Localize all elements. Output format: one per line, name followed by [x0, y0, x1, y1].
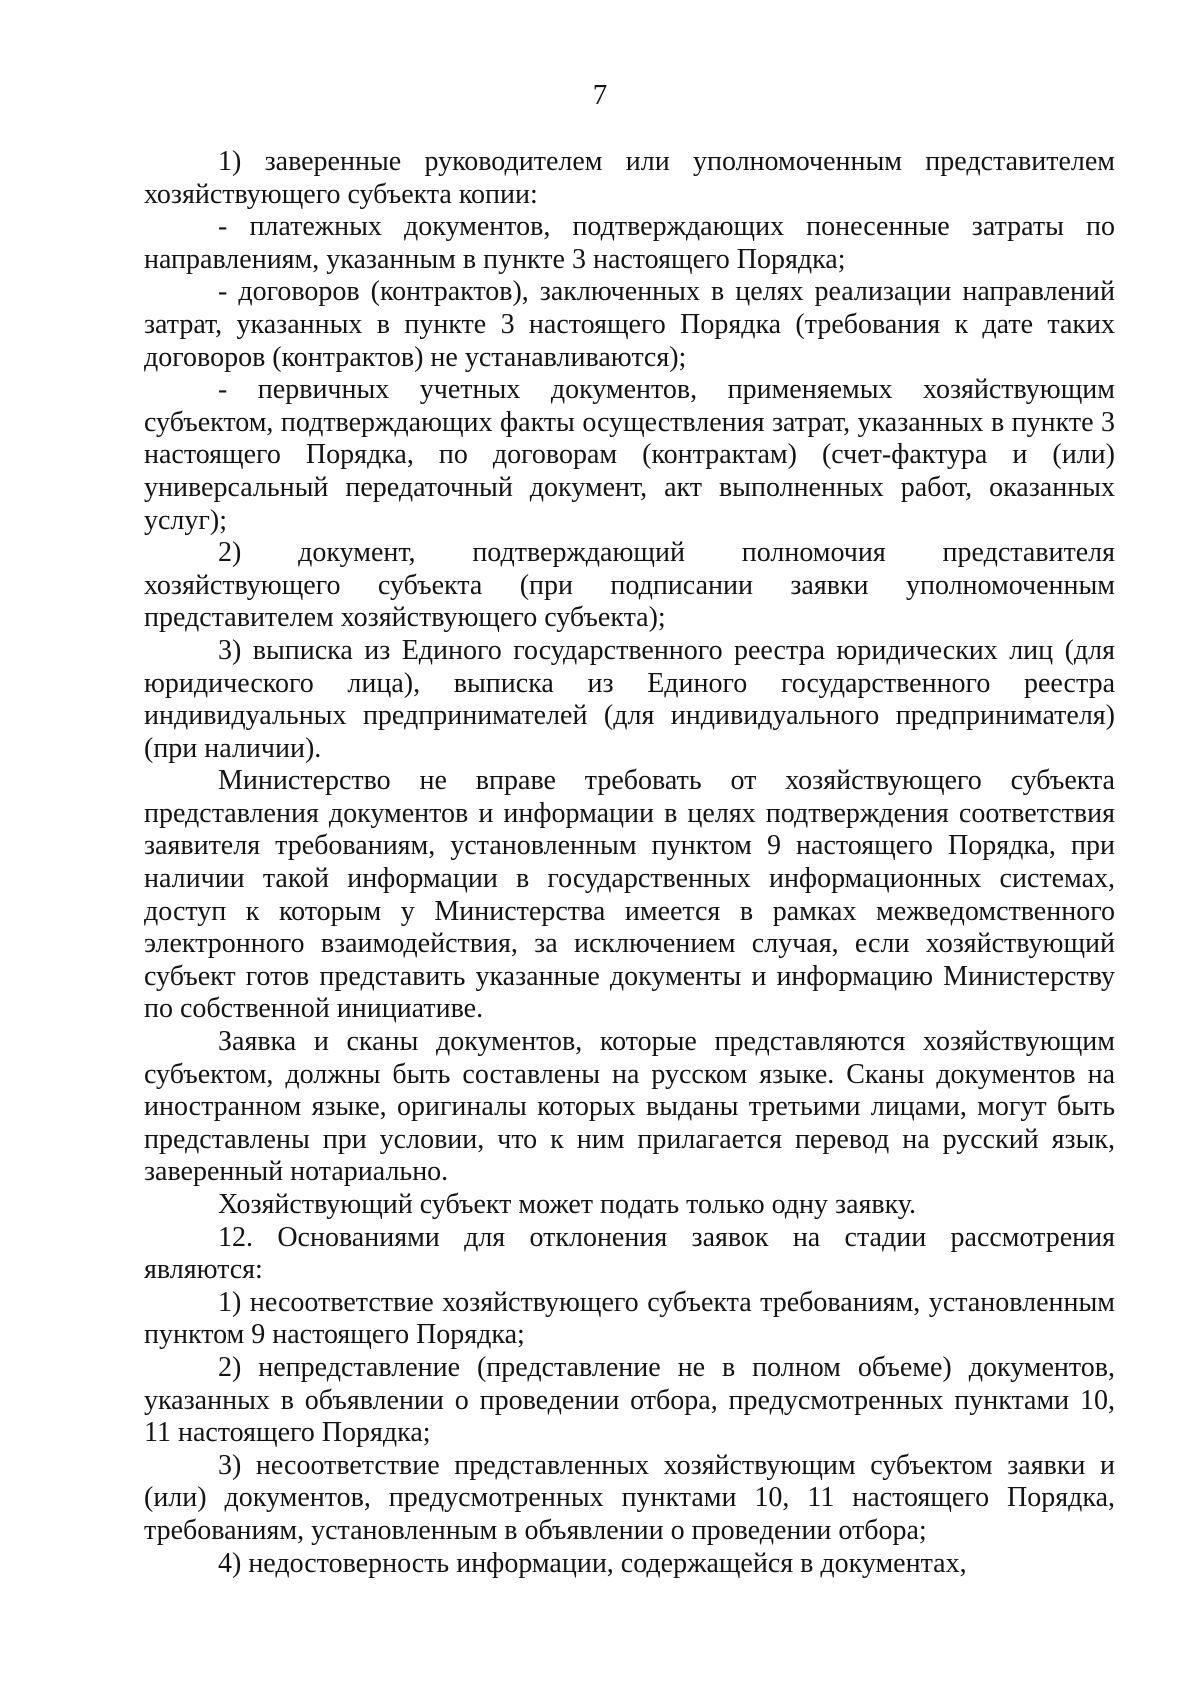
- paragraph-reject-reason-3: 3) несоответствие представленных хозяйствующим субъектом заявки и (или) документов, предусмотренных пунктами 10, 11 настоящего Порядка, требованиям, установленным в объявлении о проведении отбора;: [144, 1449, 1115, 1546]
- paragraph-reject-reason-2: 2) непредставление (представление не в полном объеме) документов, указанных в объявлении о проведении отбора, предусмотренных пунктами 10, 11 настоящего Порядка;: [144, 1351, 1115, 1449]
- paragraph-bullet-primary-docs: - первичных учетных документов, применяемых хозяйствующим субъектом, подтверждающих факты осуществления затрат, указанных в пункте 3 настоящего Порядка, по договорам (контрактам) (счет-фактура и (или) универсальный передаточный документ, акт выполненных работ, оказанных услуг);: [144, 374, 1115, 536]
- paragraph-item-1: 1) заверенные руководителем или уполномоченным представителем хозяйствующего субъекта копии:: [144, 146, 1115, 210]
- paragraph-bullet-payment-docs: - платежных документов, подтверждающих понесенные затраты по направлениям, указанным в пункте 3 настоящего Порядка;: [144, 211, 1115, 275]
- paragraph-item-3: 3) выписка из Единого государственного реестра юридических лиц (для юридического лица), выписка из Единого государственного реестра индивидуальных предпринимателей (для индивидуального предпринимателя) (при наличии).: [144, 634, 1115, 764]
- page-number: 7: [592, 79, 608, 111]
- paragraph-item-2: 2) документ, подтверждающий полномочия представителя хозяйствующего субъекта (при подписании заявки уполномоченным представителем хозяйствующего субъекта);: [144, 537, 1115, 634]
- paragraph-single-application: Хозяйствующий субъект может подать только одну заявку.: [218, 1189, 917, 1220]
- paragraph-language-requirement: Заявка и сканы документов, которые представляются хозяйствующим субъектом, должны быть составлены на русском языке. Сканы документов на иностранном языке, оригиналы которых выданы третьими лицами, могут быть представлены при условии, что к ним прилагается перевод на русский язык, заверенный нотариально.: [144, 1026, 1115, 1188]
- paragraph-section-12: 12. Основаниями для отклонения заявок на стадии рассмотрения являются:: [144, 1221, 1115, 1286]
- paragraph-bullet-contracts: - договоров (контрактов), заключенных в целях реализации направлений затрат, указанных в пункте 3 настоящего Порядка (требования к дате таких договоров (контрактов) не устанавливаются);: [144, 276, 1115, 373]
- paragraph-reject-reason-4: 4) недостоверность информации, содержащейся в документах,: [218, 1547, 967, 1579]
- paragraph-ministry-rights: Министерство не вправе требовать от хозяйствующего субъекта представления документов и информации в целях подтверждения соответствия заявителя требованиям, установленным пунктом 9 настоящего Порядка, при наличии такой информации в государственных информационных системах, доступ к которым у Министерства имеется в рамках межведомственного электронного взаимодействия, за исключением случая, если хозяйствующий субъект готов представить указанные документы и информацию Министерству по собственной инициативе.: [144, 765, 1115, 1025]
- document-body: [144, 146, 1115, 1580]
- paragraph-reject-reason-1: 1) несоответствие хозяйствующего субъекта требованиям, установленным пунктом 9 настоящего Порядка;: [144, 1286, 1115, 1351]
